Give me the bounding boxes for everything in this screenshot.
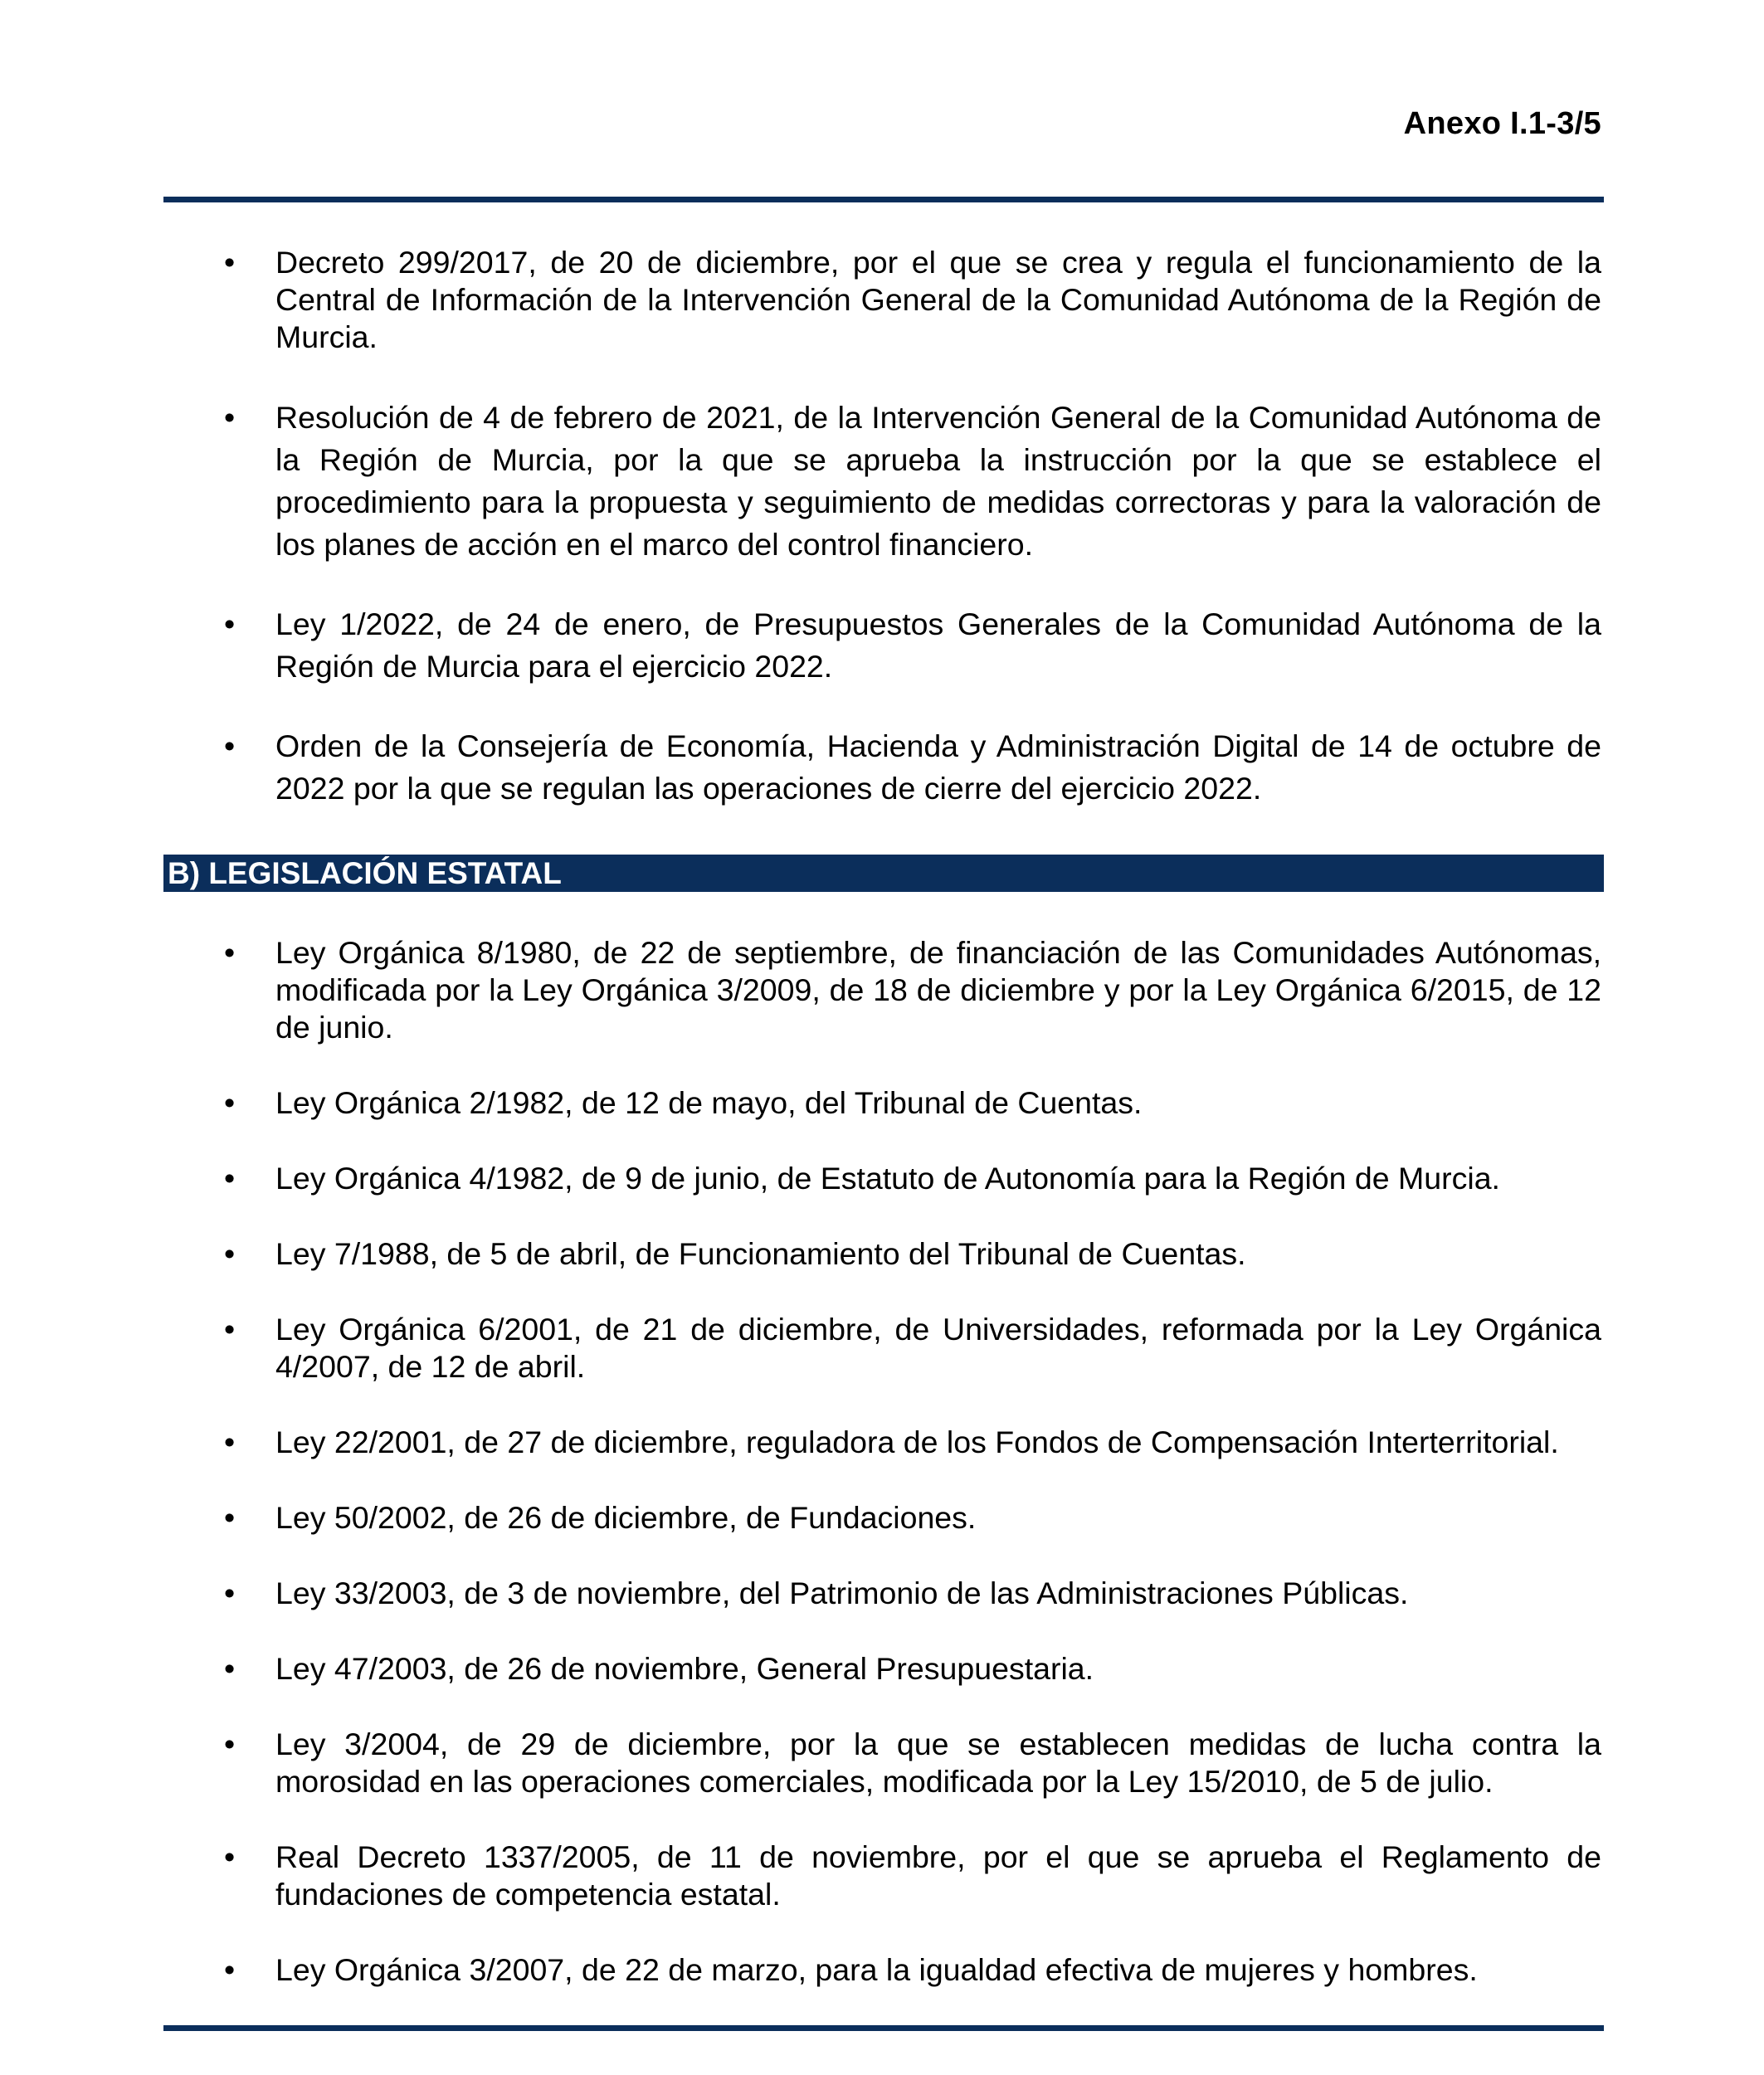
list-item-text: Ley Orgánica 2/1982, de 12 de mayo, del Tribunal de Cuentas. [275, 1085, 1143, 1120]
bullet-icon: • [224, 1651, 236, 1686]
list-item [224, 1499, 1601, 1537]
list-item [224, 1839, 1601, 1913]
regional-legislation-list [224, 244, 1601, 810]
bullet-icon: • [224, 606, 236, 641]
bullet-icon: • [224, 935, 236, 970]
list-item-text: Ley Orgánica 3/2007, de 22 de marzo, para la igualdad efectiva de mujeres y hombres. [275, 1952, 1478, 1987]
bullet-icon: • [224, 1236, 236, 1271]
list-item [224, 1575, 1601, 1612]
bullet-icon: • [224, 1500, 236, 1535]
list-item [224, 725, 1601, 810]
list-item-text: Ley 50/2002, de 26 de diciembre, de Fundaciones. [275, 1500, 977, 1535]
list-item-text: Ley Orgánica 6/2001, de 21 de diciembre, de Universidades, reformada por la Ley Orgánica 4/2007, de 12 de abril. [275, 1312, 1601, 1384]
bullet-icon: • [224, 1952, 236, 1987]
list-item [224, 1084, 1601, 1122]
list-item [224, 1235, 1601, 1273]
bullet-icon: • [224, 728, 236, 763]
list-item-text: Ley 47/2003, de 26 de noviembre, General Presupuestaria. [275, 1651, 1094, 1686]
bullet-icon: • [224, 1161, 236, 1196]
list-item [224, 1726, 1601, 1800]
list-item-text: Ley 7/1988, de 5 de abril, de Funcionamiento del Tribunal de Cuentas. [275, 1236, 1246, 1271]
bullet-icon: • [224, 1576, 236, 1610]
bullet-icon: • [224, 1085, 236, 1120]
list-item-text: Ley Orgánica 8/1980, de 22 de septiembre, de financiación de las Comunidades Autónomas, modificada por la Ley Orgánica 3/2009, de 18 de diciembre y por la Ley Orgánica 6/2015, de 12 de junio. [275, 935, 1601, 1045]
bullet-icon: • [224, 400, 236, 435]
list-item [224, 1650, 1601, 1688]
list-item-text: Ley Orgánica 4/1982, de 9 de junio, de Estatuto de Autonomía para la Región de Murcia. [275, 1161, 1500, 1196]
list-item-text: Real Decreto 1337/2005, de 11 de noviembre, por el que se aprueba el Reglamento de fundaciones de competencia estatal. [275, 1839, 1601, 1912]
list-item-text: Ley 3/2004, de 29 de diciembre, por la que se establecen medidas de lucha contra la morosidad en las operaciones comerciales, modificada por la Ley 15/2010, de 5 de julio. [275, 1727, 1601, 1799]
list-item-text: Ley 22/2001, de 27 de diciembre, reguladora de los Fondos de Compensación Interterritorial. [275, 1425, 1559, 1459]
state-legislation-list [224, 934, 1601, 2027]
list-item [224, 1951, 1601, 1989]
bullet-icon: • [224, 1839, 236, 1874]
list-item-text: Resolución de 4 de febrero de 2021, de la Intervención General de la Comunidad Autónoma de la Región de Murcia, por la que se aprueba la instrucción por la que se establece el procedimiento para la propuesta y seguimiento de medidas correctoras y para la valoración de los planes de acción en el marco del control financiero. [275, 400, 1601, 562]
list-item [224, 397, 1601, 566]
footer-divider [163, 2025, 1604, 2031]
list-item [224, 1311, 1601, 1386]
list-item [224, 934, 1601, 1046]
bullet-icon: • [224, 1727, 236, 1761]
annex-label: Anexo I.1-3/5 [1403, 106, 1601, 141]
list-item [224, 1160, 1601, 1197]
header-divider [163, 197, 1604, 202]
list-item-text: Decreto 299/2017, de 20 de diciembre, por el que se crea y regula el funcionamiento de la Central de Información de la Intervención General de la Comunidad Autónoma de la Región de Murcia. [275, 245, 1601, 354]
bullet-icon: • [224, 245, 236, 280]
list-item [224, 244, 1601, 356]
section-heading-legislacion-estatal: B) LEGISLACIÓN ESTATAL [163, 855, 1604, 892]
bullet-icon: • [224, 1312, 236, 1347]
list-item-text: Ley 33/2003, de 3 de noviembre, del Patrimonio de las Administraciones Públicas. [275, 1576, 1409, 1610]
list-item [224, 603, 1601, 688]
list-item-text: Ley 1/2022, de 24 de enero, de Presupuestos Generales de la Comunidad Autónoma de la Región de Murcia para el ejercicio 2022. [275, 606, 1601, 684]
bullet-icon: • [224, 1425, 236, 1459]
list-item [224, 1424, 1601, 1461]
list-item-text: Orden de la Consejería de Economía, Hacienda y Administración Digital de 14 de octubre de 2022 por la que se regulan las operaciones de cierre del ejercicio 2022. [275, 728, 1601, 806]
